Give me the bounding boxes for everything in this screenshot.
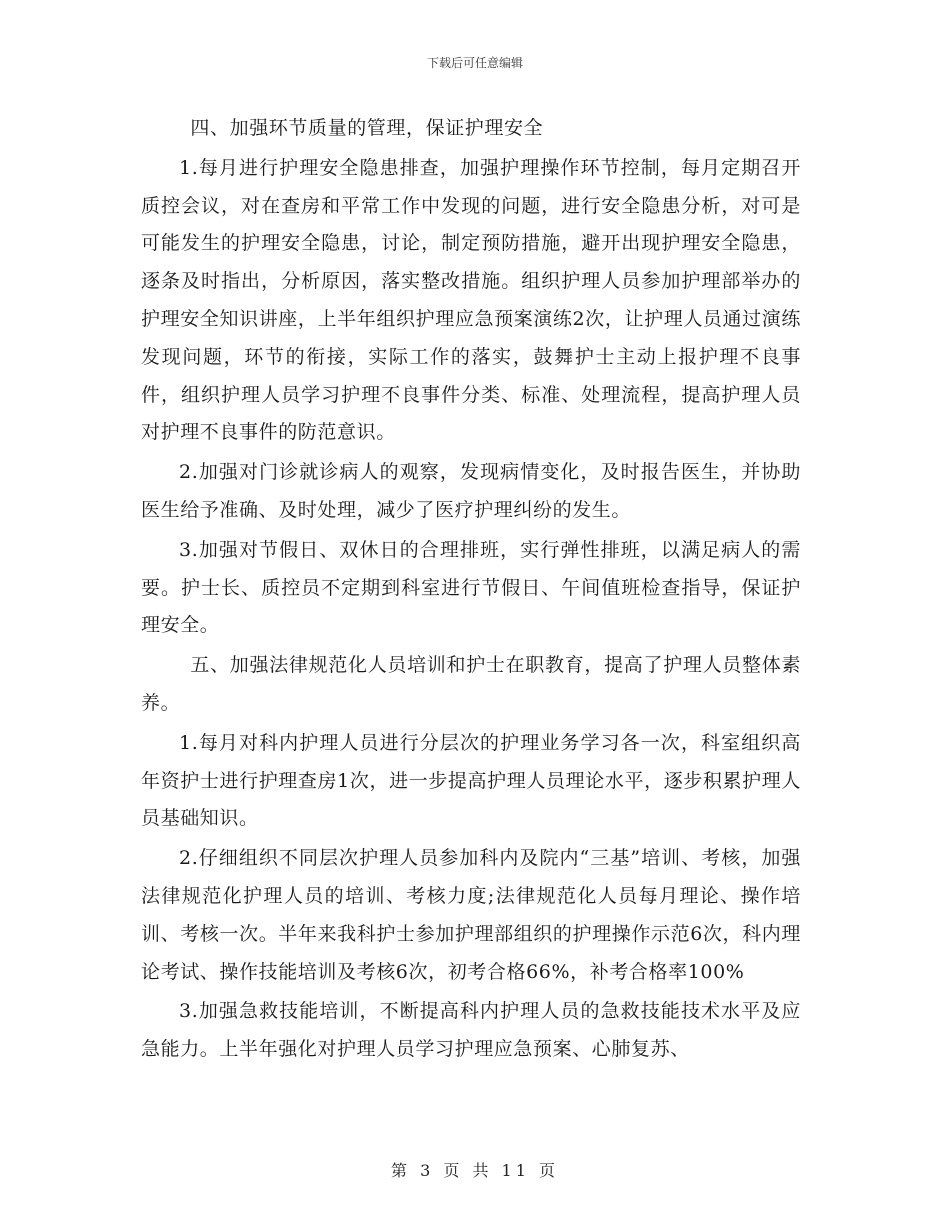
section-heading-4: 四、加强环节质量的管理，保证护理安全 [190,117,544,139]
document-body [141,110,801,1071]
paragraph-5-2: 2.仔细组织不同层次护理人员参加科内及院内“三基”培训、考核，加强法律规范化护理人员的培训、考核力度;法律规范化人员每月理论、操作培训、考核一次。半年来我科护士参加护理部组织的护理操作示范6次，科内理论考试、操作技能培训及考核6次，初考合格66%，补考合格率100% [141,847,801,983]
section-heading-5: 五、加强法律规范化人员培训和护士在职教育，提高了护理人员整体素养。 [141,654,801,714]
header-note: 下载后可任意编辑 [426,56,523,70]
paragraph-5-3: 3.加强急救技能培训，不断提高科内护理人员的急救技能技术水平及应急能力。上半年强化对护理人员学习护理应急预案、心肺复苏、 [141,1000,801,1061]
paragraph-4-2: 2.加强对门诊就诊病人的观察，发现病情变化，及时报告医生，并协助医生给予准确、及时处理，减少了医疗护理纠纷的发生。 [141,461,801,521]
paragraph-4-1: 1.每月进行护理安全隐患排查，加强护理操作环节控制，每月定期召开质控会议，对在查房和平常工作中发现的问题，进行安全隐患分析，对可是可能发生的护理安全隐患，讨论，制定预防措施，避开出现护理安全隐患，逐条及时指出，分析原因，落实整改措施。组织护理人员参加护理部举办的护理安全知识讲座，上半年组织护理应急预案演练2次，让护理人员通过演练发现问题，环节的衔接，实际工作的落实，鼓舞护士主动上报护理不良事件，组织护理人员学习护理不良事件分类、标准、处理流程，提高护理人员对护理不良事件的防范意识。 [141,156,801,444]
paragraph-4-3: 3.加强对节假日、双休日的合理排班，实行弹性排班，以满足病人的需要。护士长、质控员不定期到科室进行节假日、午间值班检查指导，保证护理安全。 [141,538,801,637]
page-number: 第 3 页 共 11 页 [391,1161,559,1180]
paragraph-5-1: 1.每月对科内护理人员进行分层次的护理业务学习各一次，科室组织高年资护士进行护理查房1次，进一步提高护理人员理论水平，逐步积累护理人员基础知识。 [141,731,801,830]
